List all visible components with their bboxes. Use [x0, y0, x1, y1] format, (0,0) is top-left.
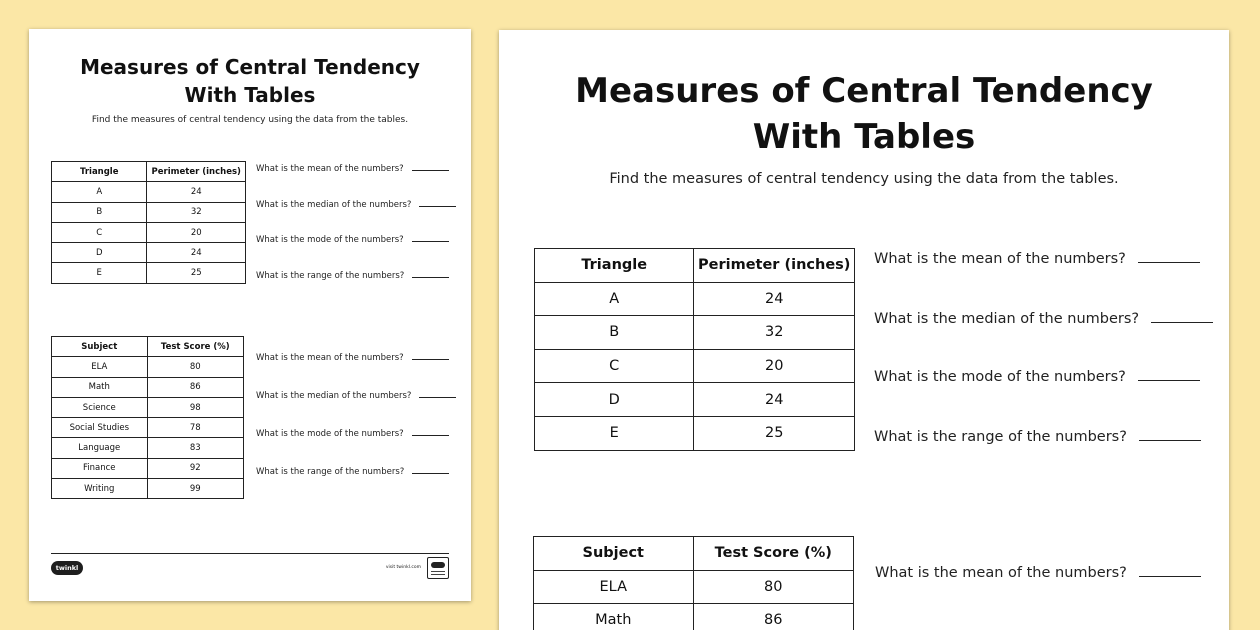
table-row: [52, 263, 246, 283]
table-cell: 86: [693, 604, 853, 630]
table-cell: B: [52, 202, 147, 222]
page-title: [29, 53, 471, 109]
table-cell: C: [52, 222, 147, 242]
question-range: [874, 429, 1201, 445]
table-cell: D: [535, 383, 694, 417]
title-line-1: Measures of Central Tendency: [575, 71, 1153, 111]
table-cell: D: [52, 243, 147, 263]
page-title: [499, 68, 1229, 160]
table-cell: 24: [694, 383, 855, 417]
table-cell: A: [52, 182, 147, 202]
question-text: What is the median of the numbers?: [256, 200, 412, 210]
worksheet-preview-large: [499, 30, 1229, 630]
question-mean: [874, 251, 1200, 267]
table-header: Perimeter (inches): [147, 162, 246, 182]
question-median: [256, 200, 456, 210]
triangle-perimeter-table: [534, 248, 855, 451]
question-text: What is the mean of the numbers?: [256, 353, 404, 363]
table-cell: 24: [147, 243, 246, 263]
answer-blank[interactable]: [1139, 440, 1201, 441]
answer-blank[interactable]: [1139, 576, 1201, 577]
table-row: [535, 349, 855, 383]
table-row: [535, 316, 855, 350]
table-cell: Science: [52, 397, 148, 417]
answer-blank[interactable]: [1151, 322, 1213, 323]
table-header-row: [52, 162, 246, 182]
question-mode: [874, 369, 1200, 385]
table-row: [52, 243, 246, 263]
answer-blank[interactable]: [412, 241, 449, 242]
table-cell: 20: [694, 349, 855, 383]
question-text: What is the range of the numbers?: [256, 271, 405, 281]
table-cell: 80: [147, 357, 243, 377]
question-range: [256, 467, 449, 477]
table-cell: 24: [147, 182, 246, 202]
table-cell: ELA: [52, 357, 148, 377]
table-cell: 32: [147, 202, 246, 222]
table-cell: 25: [147, 263, 246, 283]
answer-blank[interactable]: [1138, 262, 1200, 263]
question-mean: [875, 565, 1201, 581]
question-text: What is the mean of the numbers?: [874, 251, 1126, 267]
question-mean: [256, 353, 449, 363]
title-line-2: With Tables: [752, 117, 976, 157]
question-mode: [256, 429, 449, 439]
table-row: [52, 182, 246, 202]
triangle-perimeter-table: [51, 161, 246, 284]
table-row: [52, 458, 244, 478]
table-row: [52, 438, 244, 458]
table-cell: 32: [694, 316, 855, 350]
table-row: [535, 282, 855, 316]
question-text: What is the range of the numbers?: [874, 429, 1127, 445]
table-row: [534, 570, 854, 604]
table-cell: 20: [147, 222, 246, 242]
title-line-2: With Tables: [184, 83, 316, 107]
question-text: What is the range of the numbers?: [256, 467, 405, 477]
answer-blank[interactable]: [412, 359, 449, 360]
table-cell: 83: [147, 438, 243, 458]
question-text: What is the median of the numbers?: [874, 311, 1140, 327]
table-header: Triangle: [52, 162, 147, 182]
table-cell: Social Studies: [52, 418, 148, 438]
table-row: [52, 222, 246, 242]
table-cell: 86: [147, 377, 243, 397]
table-row: [52, 202, 246, 222]
table-cell: C: [535, 349, 694, 383]
table-cell: ELA: [534, 570, 694, 604]
twinkl-logo: twinkl: [51, 561, 83, 575]
table-header-row: [535, 249, 855, 283]
answer-blank[interactable]: [412, 473, 449, 474]
answer-blank[interactable]: [419, 397, 456, 398]
answer-blank[interactable]: [1138, 380, 1200, 381]
table-header: Subject: [534, 537, 694, 571]
table-cell: Math: [52, 377, 148, 397]
question-text: What is the mean of the numbers?: [256, 164, 404, 174]
table-cell: 99: [147, 479, 243, 499]
table-header: Test Score (%): [693, 537, 853, 571]
table-cell: 25: [694, 416, 855, 450]
table-header: Subject: [52, 337, 148, 357]
question-median: [256, 391, 456, 401]
table-row: [52, 397, 244, 417]
instructions: Find the measures of central tendency using the data from the tables.: [609, 171, 1119, 187]
table-cell: Language: [52, 438, 148, 458]
table-header-row: [534, 537, 854, 571]
table-row: [534, 604, 854, 630]
question-text: What is the mean of the numbers?: [875, 565, 1127, 581]
table-row: [52, 418, 244, 438]
table-row: [52, 357, 244, 377]
table-row: [52, 377, 244, 397]
table-row: [535, 383, 855, 417]
answer-blank[interactable]: [412, 170, 449, 171]
question-text: What is the median of the numbers?: [256, 391, 412, 401]
table-cell: Finance: [52, 458, 148, 478]
subject-score-table: [533, 536, 854, 630]
question-mean: [256, 164, 449, 174]
table-cell: 78: [147, 418, 243, 438]
table-cell: 80: [693, 570, 853, 604]
question-range: [256, 271, 449, 281]
question-median: [874, 311, 1213, 327]
table-cell: 98: [147, 397, 243, 417]
table-cell: A: [535, 282, 694, 316]
question-text: What is the mode of the numbers?: [256, 429, 404, 439]
question-text: What is the mode of the numbers?: [874, 369, 1126, 385]
table-header: Perimeter (inches): [694, 249, 855, 283]
page-footer: [51, 553, 449, 581]
answer-blank[interactable]: [419, 206, 456, 207]
table-header-row: [52, 337, 244, 357]
table-row: [52, 479, 244, 499]
question-mode: [256, 235, 449, 245]
instructions: Find the measures of central tendency using the data from the tables.: [91, 115, 409, 125]
table-cell: E: [52, 263, 147, 283]
quality-seal-icon: [427, 557, 449, 579]
answer-blank[interactable]: [412, 277, 449, 278]
table-cell: Math: [534, 604, 694, 630]
table-row: [535, 416, 855, 450]
table-cell: 92: [147, 458, 243, 478]
footer-website: visit twinkl.com: [385, 565, 421, 570]
table-header: Test Score (%): [147, 337, 243, 357]
title-line-1: Measures of Central Tendency: [80, 55, 420, 79]
answer-blank[interactable]: [412, 435, 449, 436]
table-header: Triangle: [535, 249, 694, 283]
table-cell: 24: [694, 282, 855, 316]
subject-score-table: [51, 336, 244, 499]
worksheet-preview-small: [29, 29, 471, 601]
table-cell: E: [535, 416, 694, 450]
question-text: What is the mode of the numbers?: [256, 235, 404, 245]
table-cell: B: [535, 316, 694, 350]
table-cell: Writing: [52, 479, 148, 499]
